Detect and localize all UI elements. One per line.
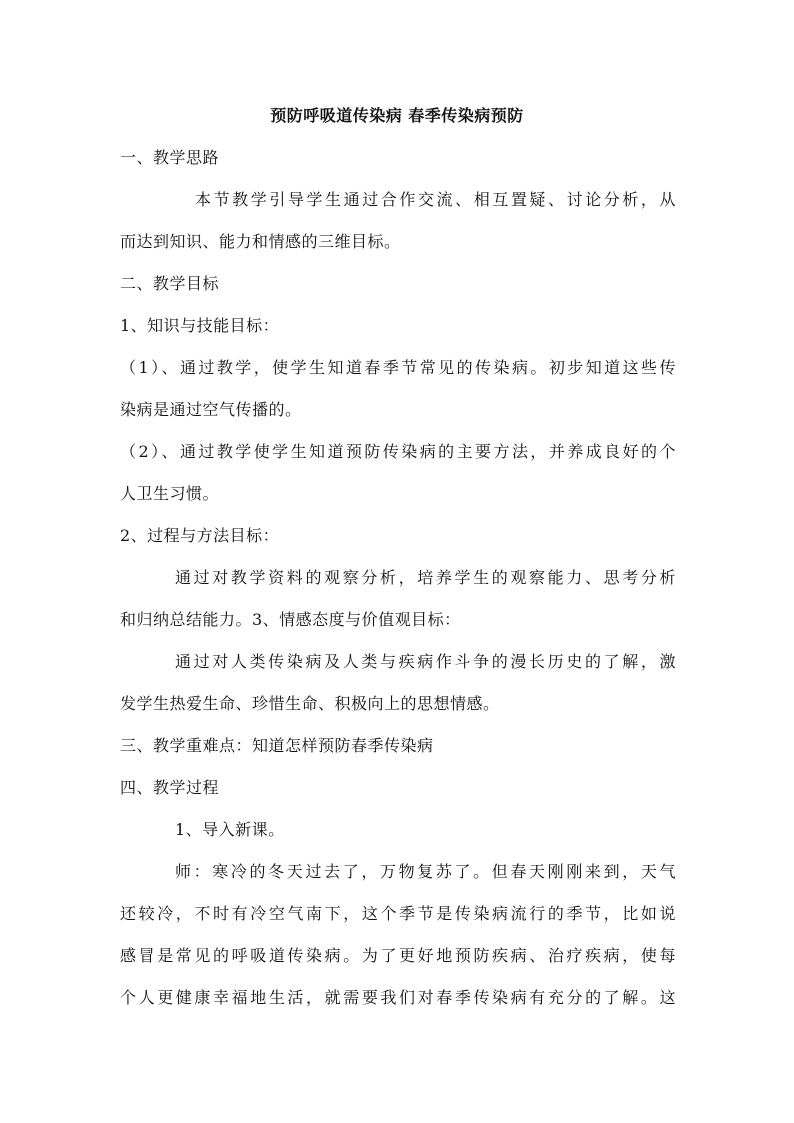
paragraph-line: 通过对人类传染病及人类与疾病作斗争的漫长历史的了解，激 [175, 652, 676, 671]
section-heading-key-points: 三、教学重难点：知道怎样预防春季传染病 [120, 736, 434, 755]
section-heading-teaching-process: 四、教学过程 [120, 778, 220, 797]
paragraph-line: 人卫生习惯。 [120, 484, 220, 503]
paragraph-line: 还较冷，不时有冷空气南下，这个季节是传染病流行的季节，比如说 [120, 904, 676, 923]
paragraph-line: 染病是通过空气传播的。 [120, 400, 302, 419]
paragraph-line: 发学生热爱生命、珍惜生命、积极向上的思想情感。 [120, 694, 500, 713]
paragraph-line: 个人更健康幸福地生活，就需要我们对春季传染病有充分的了解。这 [120, 988, 676, 1007]
paragraph-line: 通过对教学资料的观察分析，培养学生的观察能力、思考分析 [175, 568, 676, 587]
section-heading-teaching-goals: 二、教学目标 [120, 274, 220, 293]
paragraph-line: 和归纳总结能力。3、情感态度与价值观目标： [120, 610, 461, 629]
paragraph-line: （2）、通过教学使学生知道预防传染病的主要方法，并养成良好的个 [120, 442, 676, 461]
section-heading-teaching-approach: 一、教学思路 [120, 148, 220, 167]
subheading-process-goals: 2、过程与方法目标： [120, 526, 280, 545]
paragraph-line: 而达到知识、能力和情感的三维目标。 [120, 232, 401, 251]
document-title: 预防呼吸道传染病 春季传染病预防 [270, 106, 524, 125]
paragraph-line: 感冒是常见的呼吸道传染病。为了更好地预防疾病、治疗疾病，使每 [120, 946, 676, 965]
paragraph-line: 师：寒冷的冬天过去了，万物复苏了。但春天刚刚来到，天气 [175, 862, 676, 881]
paragraph-line: 本节教学引导学生通过合作交流、相互置疑、讨论分析，从 [195, 190, 676, 209]
paragraph-line: （1）、通过教学，使学生知道春季节常见的传染病。初步知道这些传 [120, 358, 676, 377]
subheading-introduction: 1、导入新课。 [175, 820, 285, 839]
subheading-knowledge-goals: 1、知识与技能目标： [120, 316, 280, 335]
